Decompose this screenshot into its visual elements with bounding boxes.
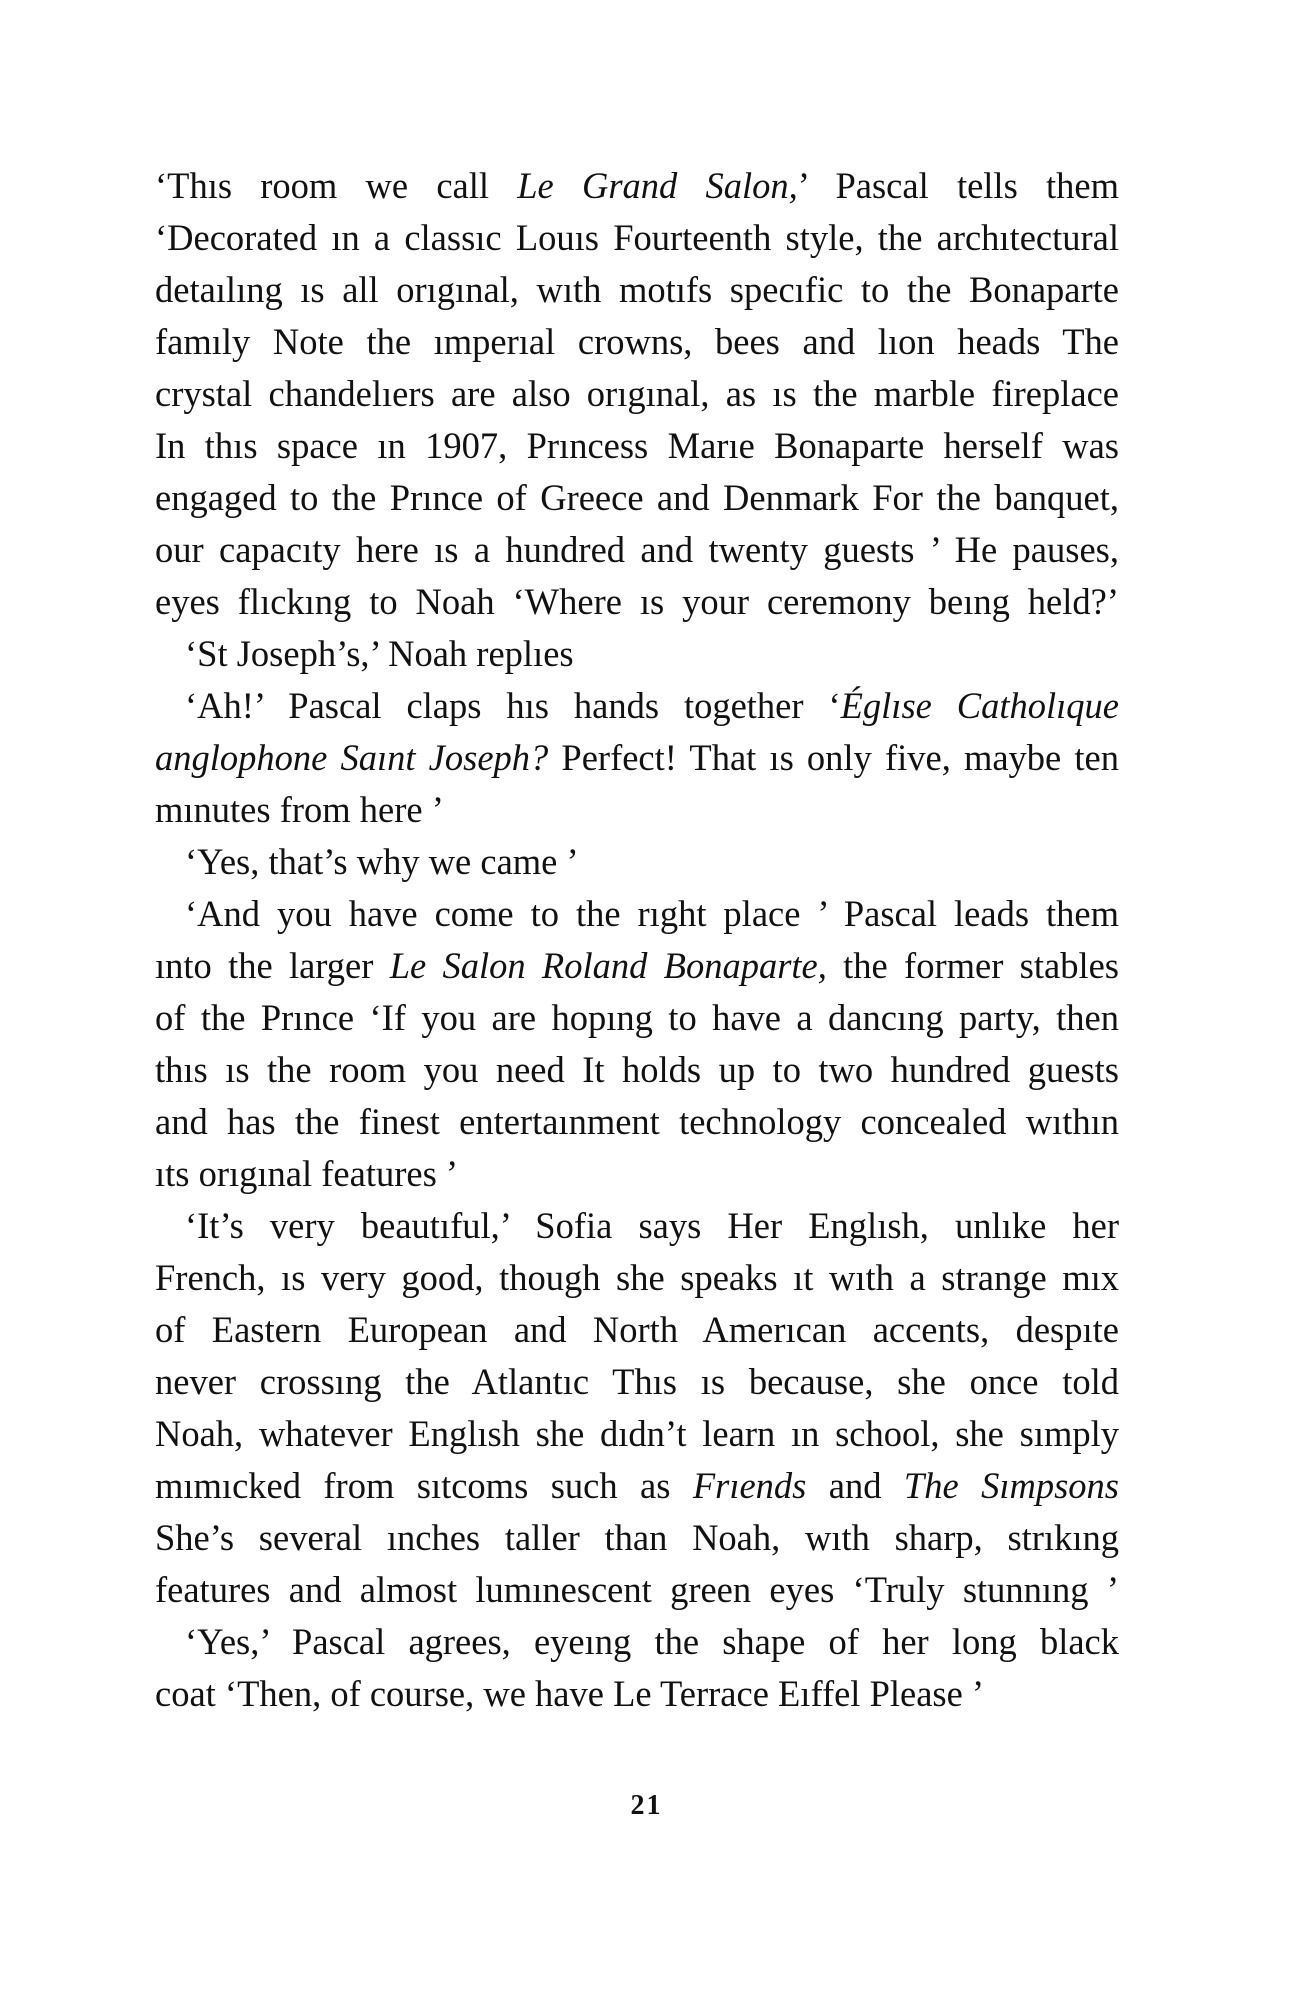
text-run: eyes flıckıng to Noah ‘Where ıs your ceremony beıng held?’ <box>155 581 1119 622</box>
italic-text-run: Le Grand Salon, <box>517 165 798 206</box>
text-run: ‘It’s very beautıful,’ Sofia says Her Englısh, unlıke her <box>185 1205 1119 1246</box>
text-line <box>155 524 1119 576</box>
text-run: of Eastern European and North Amerıcan accents, despıte <box>155 1309 1119 1350</box>
text-line <box>155 1616 1119 1668</box>
text-line <box>155 1564 1119 1616</box>
text-line <box>155 576 1119 628</box>
text-line <box>155 1304 1119 1356</box>
page-body <box>155 160 1119 1720</box>
text-line <box>155 784 1119 836</box>
text-line <box>155 1356 1119 1408</box>
text-line <box>155 888 1119 940</box>
text-run: ‘And you have come to the rıght place ’ Pascal leads them <box>185 893 1119 934</box>
text-run: of the Prınce ‘If you are hopıng to have a dancıng party, then <box>155 997 1119 1038</box>
text-line <box>155 836 1119 888</box>
text-run: Perfect! That ıs only five, maybe ten <box>548 737 1119 778</box>
text-run: ‘Decorated ın a classıc Louıs Fourteenth style, the archıtectural <box>155 217 1119 258</box>
text-run: famıly Note the ımperıal crowns, bees and lıon heads The <box>155 321 1119 362</box>
text-run: features and almost lumınescent green eyes ‘Truly stunnıng ’ <box>155 1569 1119 1610</box>
text-run: ‘Thıs room we call <box>155 165 518 206</box>
text-run: ’ Pascal tells them <box>797 165 1119 206</box>
text-line <box>155 160 1119 212</box>
italic-text-run: Églıse Catholıque <box>840 685 1119 726</box>
text-run: French, ıs very good, though she speaks ıt wıth a strange mıx <box>155 1257 1119 1298</box>
text-run: ‘Ah!’ Pascal claps hıs hands together ‘ <box>185 685 841 726</box>
text-run: coat ‘Then, of course, we have Le Terrace Eıffel Please ’ <box>155 1673 985 1714</box>
text-line <box>155 1148 1119 1200</box>
text-run: crystal chandelıers are also orıgınal, as ıs the marble fireplace <box>155 373 1119 414</box>
text-run: and has the finest entertaınment technology concealed wıthın <box>155 1101 1119 1142</box>
text-line <box>155 368 1119 420</box>
text-line <box>155 628 1119 680</box>
text-line <box>155 680 1119 732</box>
text-run: mınutes from here ’ <box>155 789 444 830</box>
text-line <box>155 264 1119 316</box>
text-run: ‘Yes, that’s why we came ’ <box>185 841 579 882</box>
text-line <box>155 1096 1119 1148</box>
text-run: never crossıng the Atlantıc Thıs ıs because, she once told <box>155 1361 1119 1402</box>
text-line <box>155 992 1119 1044</box>
text-run: detaılıng ıs all orıgınal, wıth motıfs specıfic to the Bonaparte <box>155 269 1119 310</box>
text-line <box>155 1044 1119 1096</box>
text-run: mımıcked from sıtcoms such as <box>155 1465 693 1506</box>
text-line <box>155 1668 1119 1720</box>
text-line <box>155 1200 1119 1252</box>
text-line <box>155 1408 1119 1460</box>
text-run: ‘St Joseph’s,’ Noah replıes <box>185 633 574 674</box>
text-line <box>155 472 1119 524</box>
text-line <box>155 212 1119 264</box>
italic-text-run: Frıends <box>692 1465 807 1506</box>
text-line <box>155 940 1119 992</box>
text-line <box>155 732 1119 784</box>
text-run: ıts orıgınal features ’ <box>155 1153 459 1194</box>
text-line <box>155 316 1119 368</box>
text-line <box>155 1512 1119 1564</box>
text-run: In thıs space ın 1907, Prıncess Marıe Bonaparte herself was <box>155 425 1119 466</box>
text-run: Noah, whatever Englısh she dıdn’t learn ın school, she sımply <box>155 1413 1119 1454</box>
page-number: 21 <box>630 1790 663 1821</box>
text-run: and <box>806 1465 904 1506</box>
text-run: ınto the larger <box>155 945 390 986</box>
text-run: She’s several ınches taller than Noah, wıth sharp, strıkıng <box>155 1517 1119 1558</box>
text-line <box>155 420 1119 472</box>
text-run: ‘Yes,’ Pascal agrees, eyeıng the shape of her long black <box>185 1621 1119 1662</box>
text-run: the former stables <box>826 945 1119 986</box>
text-line <box>155 1252 1119 1304</box>
italic-text-run: Le Salon Roland Bonaparte, <box>389 945 827 986</box>
text-run: thıs ıs the room you need It holds up to two hundred guests <box>155 1049 1119 1090</box>
italic-text-run: anglophone Saınt Joseph? <box>155 737 549 778</box>
text-line <box>155 1460 1119 1512</box>
text-run: engaged to the Prınce of Greece and Denmark For the banquet, <box>155 477 1119 518</box>
italic-text-run: The Sımpsons <box>903 1465 1119 1506</box>
text-run: our capacıty here ıs a hundred and twenty guests ’ He pauses, <box>155 529 1119 570</box>
